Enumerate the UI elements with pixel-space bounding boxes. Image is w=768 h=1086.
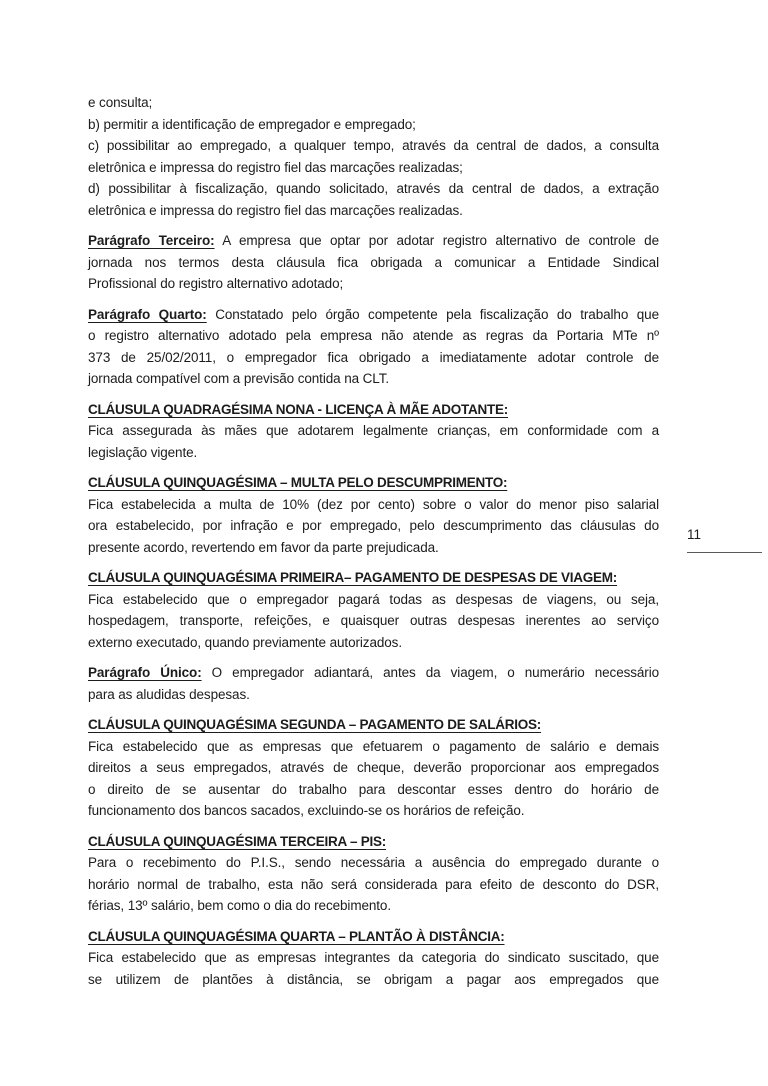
line-text: Fica estabelecido que o empregador pagará todas as despesas de viagens, ou seja, [88, 591, 659, 607]
clause-heading-line [88, 399, 659, 421]
line-text: eletrônica e impressa do registro fiel das marcações realizadas. [88, 202, 463, 218]
page-number: 11 [687, 527, 702, 542]
line-text: 373 de 25/02/2011, o empregador fica obrigado a imediatamente adotar controle de [88, 349, 659, 365]
clause-heading-line [88, 472, 659, 494]
clausula-quinquagesima-terceira [88, 831, 659, 917]
text-line [88, 230, 659, 252]
line-text: Fica estabelecido que as empresas que efetuarem o pagamento de salário e demais [88, 738, 659, 754]
text-line [88, 200, 659, 222]
clause-heading-label: CLÁUSULA QUINQUAGÉSIMA SEGUNDA – PAGAMENTO DE SALÁRIOS: [88, 717, 542, 732]
line-text: Profissional do registro alternativo adotado; [88, 276, 344, 291]
line-text: O empregador adiantará, antes da viagem, o numerário necessário [201, 665, 660, 680]
text-line [88, 347, 659, 369]
clausula-quinquagesima-segunda [88, 714, 659, 822]
text-line [88, 632, 659, 654]
footer-rule [687, 552, 762, 553]
line-text: ora estabelecido, por infração e por empregado, pelo descumprimento das cláusulas do [88, 518, 659, 533]
text-line [88, 135, 659, 157]
text-line [88, 662, 659, 684]
line-text: e consulta; [88, 95, 153, 110]
line-text: Para o recebimento do P.I.S., sendo necessária a ausência do empregado durante o [88, 855, 659, 870]
clause-heading-label: CLÁUSULA QUINQUAGÉSIMA QUARTA – PLANTÃO À DISTÂNCIA: [88, 928, 505, 944]
alinea-list-paragraph [88, 92, 659, 221]
line-text: eletrônica e impressa do registro fiel das marcações realizadas; [88, 159, 463, 175]
text-line [88, 325, 659, 347]
paragraph-label: Parágrafo Terceiro: [88, 233, 215, 248]
line-text: d) possibilitar à fiscalização, quando solicitado, através da central de dados, a extração [88, 181, 659, 196]
line-text: A empresa que optar por adotar registro alternativo de controle de [214, 233, 659, 248]
paragraph-label: Parágrafo Quarto: [88, 306, 207, 322]
text-line [88, 610, 659, 632]
line-text: Fica estabelecida a multa de 10% (dez por cento) sobre o valor do menor piso salarial [88, 496, 659, 512]
line-text: o registro alternativo adotado pela empresa não atende as regras da Portaria MTe nº [88, 328, 659, 343]
clause-heading-label: CLÁUSULA QUINQUAGÉSIMA PRIMEIRA– PAGAMENTO DE DESPESAS DE VIAGEM: [88, 570, 618, 585]
line-text: c) possibilitar ao empregado, a qualquer tempo, através da central de dados, a consulta [88, 138, 659, 153]
line-text: férias, 13º salário, bem como o dia do recebimento. [88, 898, 391, 913]
clause-heading-line [88, 831, 659, 853]
text-line [88, 442, 659, 464]
text-line [88, 420, 659, 442]
line-text: Constatado pelo órgão competente pela fiscalização do trabalho que [206, 306, 659, 322]
clause-heading-label: CLÁUSULA QUINQUAGÉSIMA – MULTA PELO DESCUMPRIMENTO: [88, 475, 508, 490]
line-text: direitos a seus empregados, através de cheque, deverão proporcionar aos empregados [88, 760, 659, 775]
clause-heading-line [88, 714, 659, 736]
line-text: b) permitir a identificação de empregador e empregado; [88, 116, 416, 132]
text-line [88, 537, 659, 559]
text-line [88, 874, 659, 896]
line-text: se utilizem de plantões à distância, se obrigam a pagar aos empregados que [88, 971, 659, 987]
text-line [88, 947, 659, 969]
clausula-quinquagesima-quarta [88, 926, 659, 991]
text-line [88, 757, 659, 779]
text-line [88, 494, 659, 516]
clause-heading-label: CLÁUSULA QUINQUAGÉSIMA TERCEIRA – PIS: [88, 833, 387, 849]
text-line [88, 178, 659, 200]
paragraph-label: Parágrafo Único: [88, 665, 202, 680]
line-text: o direito de se ausentar do trabalho para descontar esses dentro do horário de [88, 781, 659, 797]
clause-heading-label: CLÁUSULA QUADRAGÉSIMA NONA - LICENÇA À MÃE ADOTANTE: [88, 401, 508, 417]
text-line [88, 852, 659, 874]
text-line [88, 779, 659, 801]
text-line [88, 114, 659, 136]
text-line [88, 684, 659, 706]
clausula-quadragesima-nona [88, 399, 659, 464]
text-line [88, 92, 659, 114]
text-line [88, 969, 659, 991]
paragrafo-unico [88, 662, 659, 705]
line-text: hospedagem, transporte, refeições, e quaisquer outras despesas inerentes ao serviço [88, 613, 659, 628]
line-text: Fica assegurada às mães que adotarem legalmente crianças, em conformidade com a [88, 423, 659, 438]
line-text: jornada compatível com a previsão contida na CLT. [88, 371, 390, 386]
text-line [88, 800, 659, 822]
line-text: presente acordo, revertendo em favor da parte prejudicada. [88, 539, 439, 555]
line-text: horário normal de trabalho, esta não será considerada para efeito de desconto do DSR, [88, 876, 659, 892]
line-text: para as aludidas despesas. [88, 686, 250, 702]
clausula-quinquagesima-primeira [88, 567, 659, 653]
clause-heading-line [88, 926, 659, 948]
paragrafo-quarto [88, 304, 659, 390]
paragrafo-terceiro [88, 230, 659, 295]
line-text: jornada nos termos desta cláusula fica obrigada a comunicar a Entidade Sindical [88, 254, 659, 270]
text-line [88, 895, 659, 917]
line-text: Fica estabelecido que as empresas integrantes da categoria do sindicato suscitado, que [88, 950, 659, 965]
line-text: funcionamento dos bancos sacados, excluindo-se os horários de refeição. [88, 803, 525, 818]
text-line [88, 157, 659, 179]
text-line [88, 515, 659, 537]
text-line [88, 589, 659, 611]
clausula-quinquagesima [88, 472, 659, 558]
text-line [88, 304, 659, 326]
text-line [88, 273, 659, 295]
clause-heading-line [88, 567, 659, 589]
text-line [88, 252, 659, 274]
document-body [88, 92, 659, 999]
line-text: legislação vigente. [88, 444, 198, 460]
text-line [88, 368, 659, 390]
text-line [88, 736, 659, 758]
line-text: externo executado, quando previamente autorizados. [88, 634, 402, 650]
